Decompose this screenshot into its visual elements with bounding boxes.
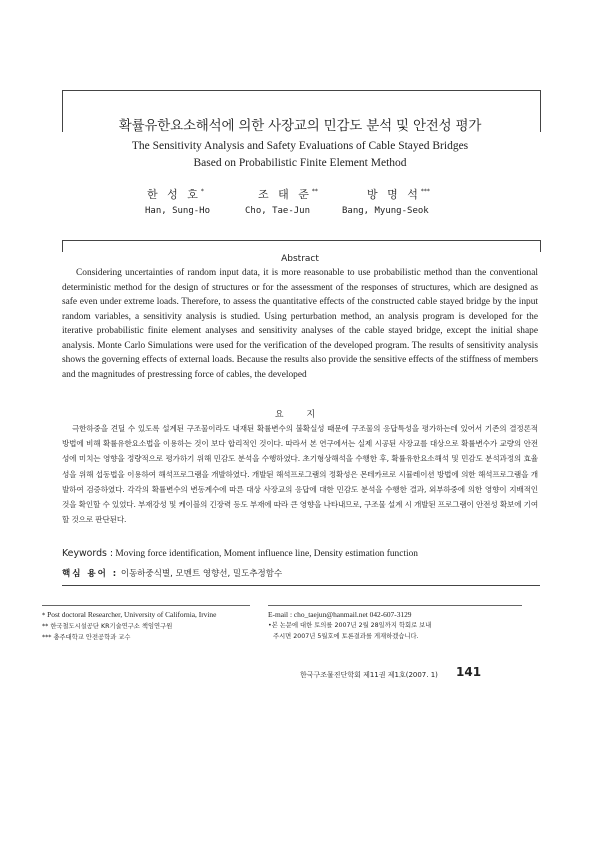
footnote-2 xyxy=(42,621,216,632)
abstract-text xyxy=(62,266,538,382)
keywords-value: Moving force identification, Moment influence line, Density estimation function xyxy=(115,549,418,559)
author-2-english: Cho, Tae-Jun xyxy=(245,206,311,216)
footnote-3 xyxy=(42,632,216,643)
footnote-1-text: Post doctoral Researcher, University of California, Irvine xyxy=(47,610,217,619)
footnote-right xyxy=(268,609,431,642)
author-1-english: Han, Sung-Ho xyxy=(145,206,211,216)
abstract-heading: Abstract xyxy=(281,254,319,264)
abstract-left-rule xyxy=(62,240,63,252)
journal-footer: 한국구조물진단학회 제11권 제1호(2007. 1) xyxy=(300,671,438,679)
author-2-mark: ** xyxy=(311,188,318,195)
author-2-korean xyxy=(258,186,318,202)
abstract-top-rule xyxy=(62,240,540,241)
keywords-korean-value: 이동하중식별, 모멘트 영향선, 밀도추정함수 xyxy=(120,569,283,579)
footnote-2-text: 한국철도시설공단 KR기술연구소 책임연구원 xyxy=(50,623,173,630)
keywords-korean-label: 핵심 용어 : xyxy=(62,569,119,579)
header-rule xyxy=(62,90,540,91)
keywords-line xyxy=(62,548,418,559)
author-3-english: Bang, Myung-Seok xyxy=(342,206,429,216)
footnote-rule-right xyxy=(268,605,522,606)
footnote-email: E-mail : cho_taejun@hanmail.net 042-607-3129 xyxy=(268,610,412,619)
page-number: 141 xyxy=(456,665,482,679)
footnote-1 xyxy=(42,609,216,621)
footnote-left xyxy=(42,609,216,643)
footnote-note-line2: 주시면 2007년 5월호에 토론결과를 게재하겠습니다. xyxy=(273,633,419,640)
footnote-note-line1: •본 논문에 대한 토의를 2007년 2월 28일까지 학회로 보내 xyxy=(268,622,432,629)
author-3-mark: *** xyxy=(420,188,430,195)
korean-abstract-text-content: 극한하중을 견딜 수 있도록 설계된 구조물이라도 내재된 확률변수의 불확실성 때문에 구조물의 응답특성을 평가하는데 있어서 기존의 결정론적 방법에 비해 확률유한요소법을 이용하는 것이 보다 합리적인 것이다. 따라서 본 연구에서는 실제 시공된 사장교를 대상으로 확률변수가 교량의 안전성에 미치는 영향을 정량적으로 평가하기 위해 민감도 분석을 수행하였다. 초기형상해석을 수행한 후, 확률유한요소해석 및 민감도 분석과정의 효율성을 위해 섭동법을 이용하여 해석프로그램을 개발하였다. 개발된 해석프로그램의 정확성은 몬테카르로 시뮬레이션 방법에 의한 해석프로그램을 개발하여 검증하였다. 각각의 확률변수의 변동계수에 따른 대상 사장교의 응답에 대한 민감도 분석을 수행한 결과, 외부하중에 의한 영향이 지배적인 것을 확인할 수 있었다. 부재강성 및 케이블의 긴장력 등도 부재에 따라 큰 영향을 나타내므로, 구조물 설계 시 개발된 프로그램이 안전성 확보에 기여할 것으로 판단된다. xyxy=(62,424,539,525)
paper-title-korean: 확률유한요소해석에 의한 사장교의 민감도 분석 및 안전성 평가 xyxy=(118,118,482,134)
keywords-korean-line xyxy=(62,567,282,579)
author-3-name: 방 명 석 xyxy=(367,188,421,201)
korean-abstract-heading: 요 지 xyxy=(274,410,326,420)
abstract-right-rule xyxy=(540,240,541,252)
paper-title-english-line1: The Sensitivity Analysis and Safety Evaluations of Cable Stayed Bridges xyxy=(131,140,469,152)
keywords-label: Keywords : xyxy=(62,548,114,559)
author-3-korean xyxy=(367,186,430,202)
paper-title-english-line2: Based on Probabilistic Finite Element Method xyxy=(193,157,407,169)
keywords-bottom-rule xyxy=(62,585,540,586)
footnote-1-mark: * xyxy=(42,612,46,619)
author-1-name: 한 성 호 xyxy=(147,188,201,201)
author-2-name: 조 태 준 xyxy=(258,188,312,201)
footnote-rule-left xyxy=(42,605,250,606)
abstract-text-content: Considering uncertainties of random input data, it is more reasonable to use probabilistic method than the conventional deterministic method for the design of structures or for the assessment of the responses of structures, which are designed as safe even under extreme loads. Therefore, to assess the quantitative effects of the constructed cable stayed bridge by the input random variables, a sensitivity analysis is studied. Using perturbation method, an analysis program is developed for the iterative probabilistic finite element analyses and sensitivity analyses of the cable stayed bridge, except the initial shape analysis. Monte Carlo Simulations were used for the verification of the developed program. The results of sensitivity analysis shows the governing effects of external loads. Because the results also provide the sensitive effects of the stiffness of members and the magnitudes of prestressing force of cables, the developed xyxy=(62,268,538,380)
korean-abstract-text xyxy=(62,421,538,527)
footnote-2-mark: ** xyxy=(42,623,49,630)
footnote-3-text: 충주대학교 안전공학과 교수 xyxy=(53,634,131,641)
author-1-korean xyxy=(147,186,204,202)
footnote-3-mark: *** xyxy=(42,634,52,641)
author-1-mark: * xyxy=(200,188,204,195)
